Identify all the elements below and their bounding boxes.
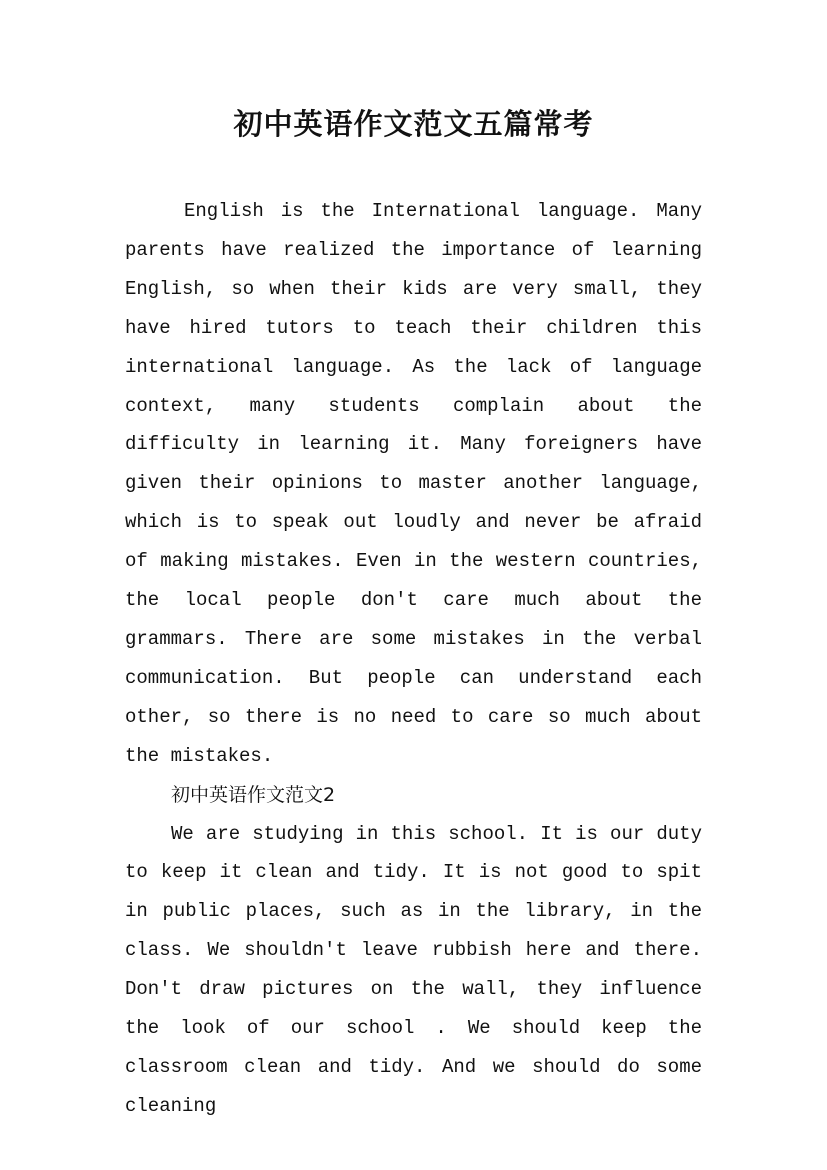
document-body: [125, 192, 702, 1126]
section-heading-2: 初中英语作文范文2: [171, 783, 336, 806]
document-title: 初中英语作文范文五篇常考: [233, 107, 594, 141]
paragraph-1: English is the International language. Many parents have realized the importance of learning English, so when their kids are very small, they have hired tutors to teach their children this international language. As the lack of language context, many students complain about the difficulty in learning it. Many foreigners have given their opinions to master another language, which is to speak out loudly and never be afraid of making mistakes. Even in the western countries, the local people don't care much about the grammars. There are some mistakes in the verbal communication. But people can understand each other, so there is no need to care so much about the mistakes.: [125, 200, 702, 767]
paragraph-2: We are studying in this school. It is our duty to keep it clean and tidy. It is not good to spit in public places, such as in the library, in the class. We shouldn't leave rubbish here and there. Don't draw pictures on the wall, they influence the look of our school . We should keep the classroom clean and tidy. And we should do some cleaning: [125, 822, 702, 1117]
